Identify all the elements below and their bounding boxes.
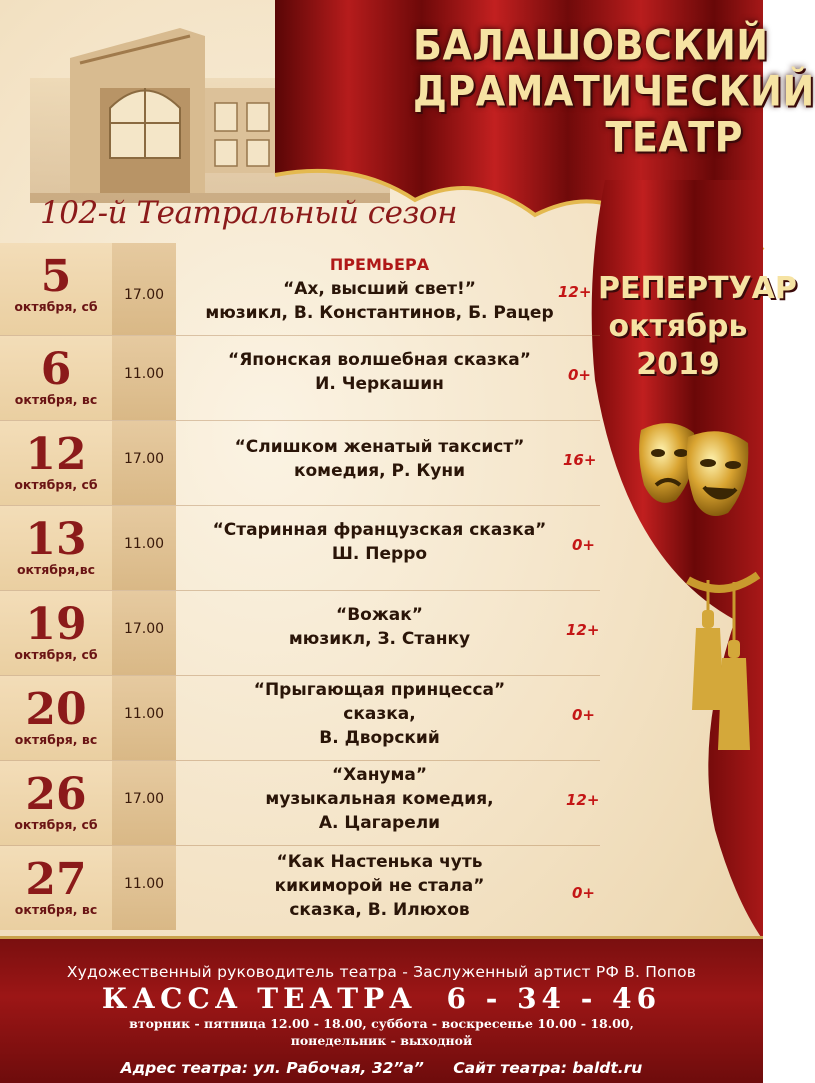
- schedule-row: [0, 591, 600, 676]
- box-office-dayoff: понедельник - выходной: [290, 1033, 473, 1048]
- show-info: [182, 518, 577, 566]
- show-details: мюзикл, З. Станку: [288, 629, 471, 649]
- repertoire-line-1: РЕПЕРТУАР: [598, 271, 797, 306]
- date-day: 27: [25, 854, 87, 905]
- show-details: музыкальная комедия,: [265, 789, 494, 809]
- schedule-table: [0, 243, 600, 930]
- show-details-2: сказка, В. Илюхов: [289, 900, 470, 920]
- date-weekday: октября, вс: [14, 732, 98, 747]
- show-details: сказка,: [343, 704, 416, 724]
- schedule-row: [0, 243, 600, 336]
- repertoire-heading: [598, 270, 797, 384]
- director-line: Художественный руководитель театра - Заслуженный артист РФ В. Попов: [66, 963, 697, 981]
- show-title: “Как Настенька чуть: [276, 852, 483, 872]
- theater-website[interactable]: Сайт театра: baldt.ru: [453, 1059, 643, 1077]
- premiere-label: ПРЕМЬЕРА: [329, 255, 430, 274]
- box-office-phone: КАССА ТЕАТРА 6 - 34 - 46: [101, 982, 662, 1015]
- schedule-row: [0, 676, 600, 761]
- show-details: мюзикл, В. Константинов, Б. Рацер: [205, 303, 554, 323]
- show-time: 11.00: [123, 366, 165, 382]
- show-info: [182, 253, 577, 325]
- date-day: 13: [25, 514, 87, 565]
- repertoire-line-2: октябрь: [608, 309, 748, 344]
- date-weekday: октября, сб: [14, 299, 98, 314]
- footer: [0, 936, 763, 1083]
- age-rating: 0+: [568, 366, 592, 384]
- show-time: 11.00: [123, 706, 165, 722]
- age-rating: 12+: [566, 621, 600, 639]
- date-weekday: октября, сб: [14, 647, 98, 662]
- show-title: “Ах, высший свет!”: [283, 279, 476, 299]
- show-details: И. Черкашин: [315, 374, 444, 394]
- address-line: [0, 1059, 763, 1077]
- title-line-2: ДРАМАТИЧЕСКИЙ: [413, 66, 815, 116]
- show-info: [182, 850, 577, 922]
- show-title: “Ханума”: [331, 765, 428, 785]
- age-rating: 0+: [572, 706, 596, 724]
- show-time: 11.00: [123, 536, 165, 552]
- date-day: 26: [25, 769, 87, 820]
- show-details-2: В. Дворский: [319, 728, 440, 748]
- show-time: 17.00: [123, 791, 165, 807]
- show-info: [182, 763, 577, 835]
- show-time: 11.00: [123, 876, 165, 892]
- title-line-1: БАЛАШОВСКИЙ: [413, 20, 769, 70]
- date-weekday: октября, вс: [14, 902, 98, 917]
- show-details: комедия, Р. Куни: [293, 461, 466, 481]
- show-time: 17.00: [123, 287, 165, 303]
- repertoire-line-3: 2019: [636, 347, 720, 382]
- age-rating: 12+: [558, 283, 592, 301]
- show-info: [182, 348, 577, 396]
- show-title: “Слишком женатый таксист”: [234, 437, 525, 457]
- date-day: 6: [40, 344, 72, 395]
- theater-masks-icon: [636, 415, 754, 525]
- schedule-row: [0, 421, 600, 506]
- season-label: 102-й Театральный сезон: [40, 195, 457, 231]
- box-office-hours: вторник - пятница 12.00 - 18.00, суббота - воскресенье 10.00 - 18.00,: [129, 1016, 634, 1031]
- theater-title: [413, 20, 815, 162]
- show-title: “Старинная французская сказка”: [212, 520, 547, 540]
- date-day: 20: [25, 684, 87, 735]
- theater-address: Адрес театра: ул. Рабочая, 32”а”: [120, 1059, 424, 1077]
- show-details: кикиморой не стала”: [274, 876, 485, 896]
- date-day: 19: [25, 599, 87, 650]
- show-title: “Вожак”: [336, 605, 423, 625]
- date-day: 12: [25, 429, 87, 480]
- date-weekday: октября, вс: [14, 392, 98, 407]
- show-title: “Прыгающая принцесса”: [253, 680, 506, 700]
- show-info: [182, 678, 577, 750]
- show-title: “Японская волшебная сказка”: [228, 350, 531, 370]
- show-details: Ш. Перро: [331, 544, 428, 564]
- date-weekday: октября, сб: [14, 477, 98, 492]
- schedule-row: [0, 336, 600, 421]
- show-time: 17.00: [123, 451, 165, 467]
- age-rating: 0+: [572, 536, 596, 554]
- curtain-tassel-icon: [688, 570, 758, 780]
- date-weekday: октября,вс: [16, 562, 96, 577]
- age-rating: 16+: [563, 451, 597, 469]
- schedule-row: [0, 846, 600, 930]
- schedule-row: [0, 761, 600, 846]
- show-details-2: А. Цагарели: [318, 813, 441, 833]
- show-time: 17.00: [123, 621, 165, 637]
- date-weekday: октября, сб: [14, 817, 98, 832]
- title-line-3: ТЕАТР: [605, 112, 743, 162]
- date-day: 5: [40, 251, 72, 302]
- show-info: [182, 603, 577, 651]
- age-rating: 12+: [566, 791, 600, 809]
- show-info: [182, 435, 577, 483]
- schedule-row: [0, 506, 600, 591]
- age-rating: 0+: [572, 884, 596, 902]
